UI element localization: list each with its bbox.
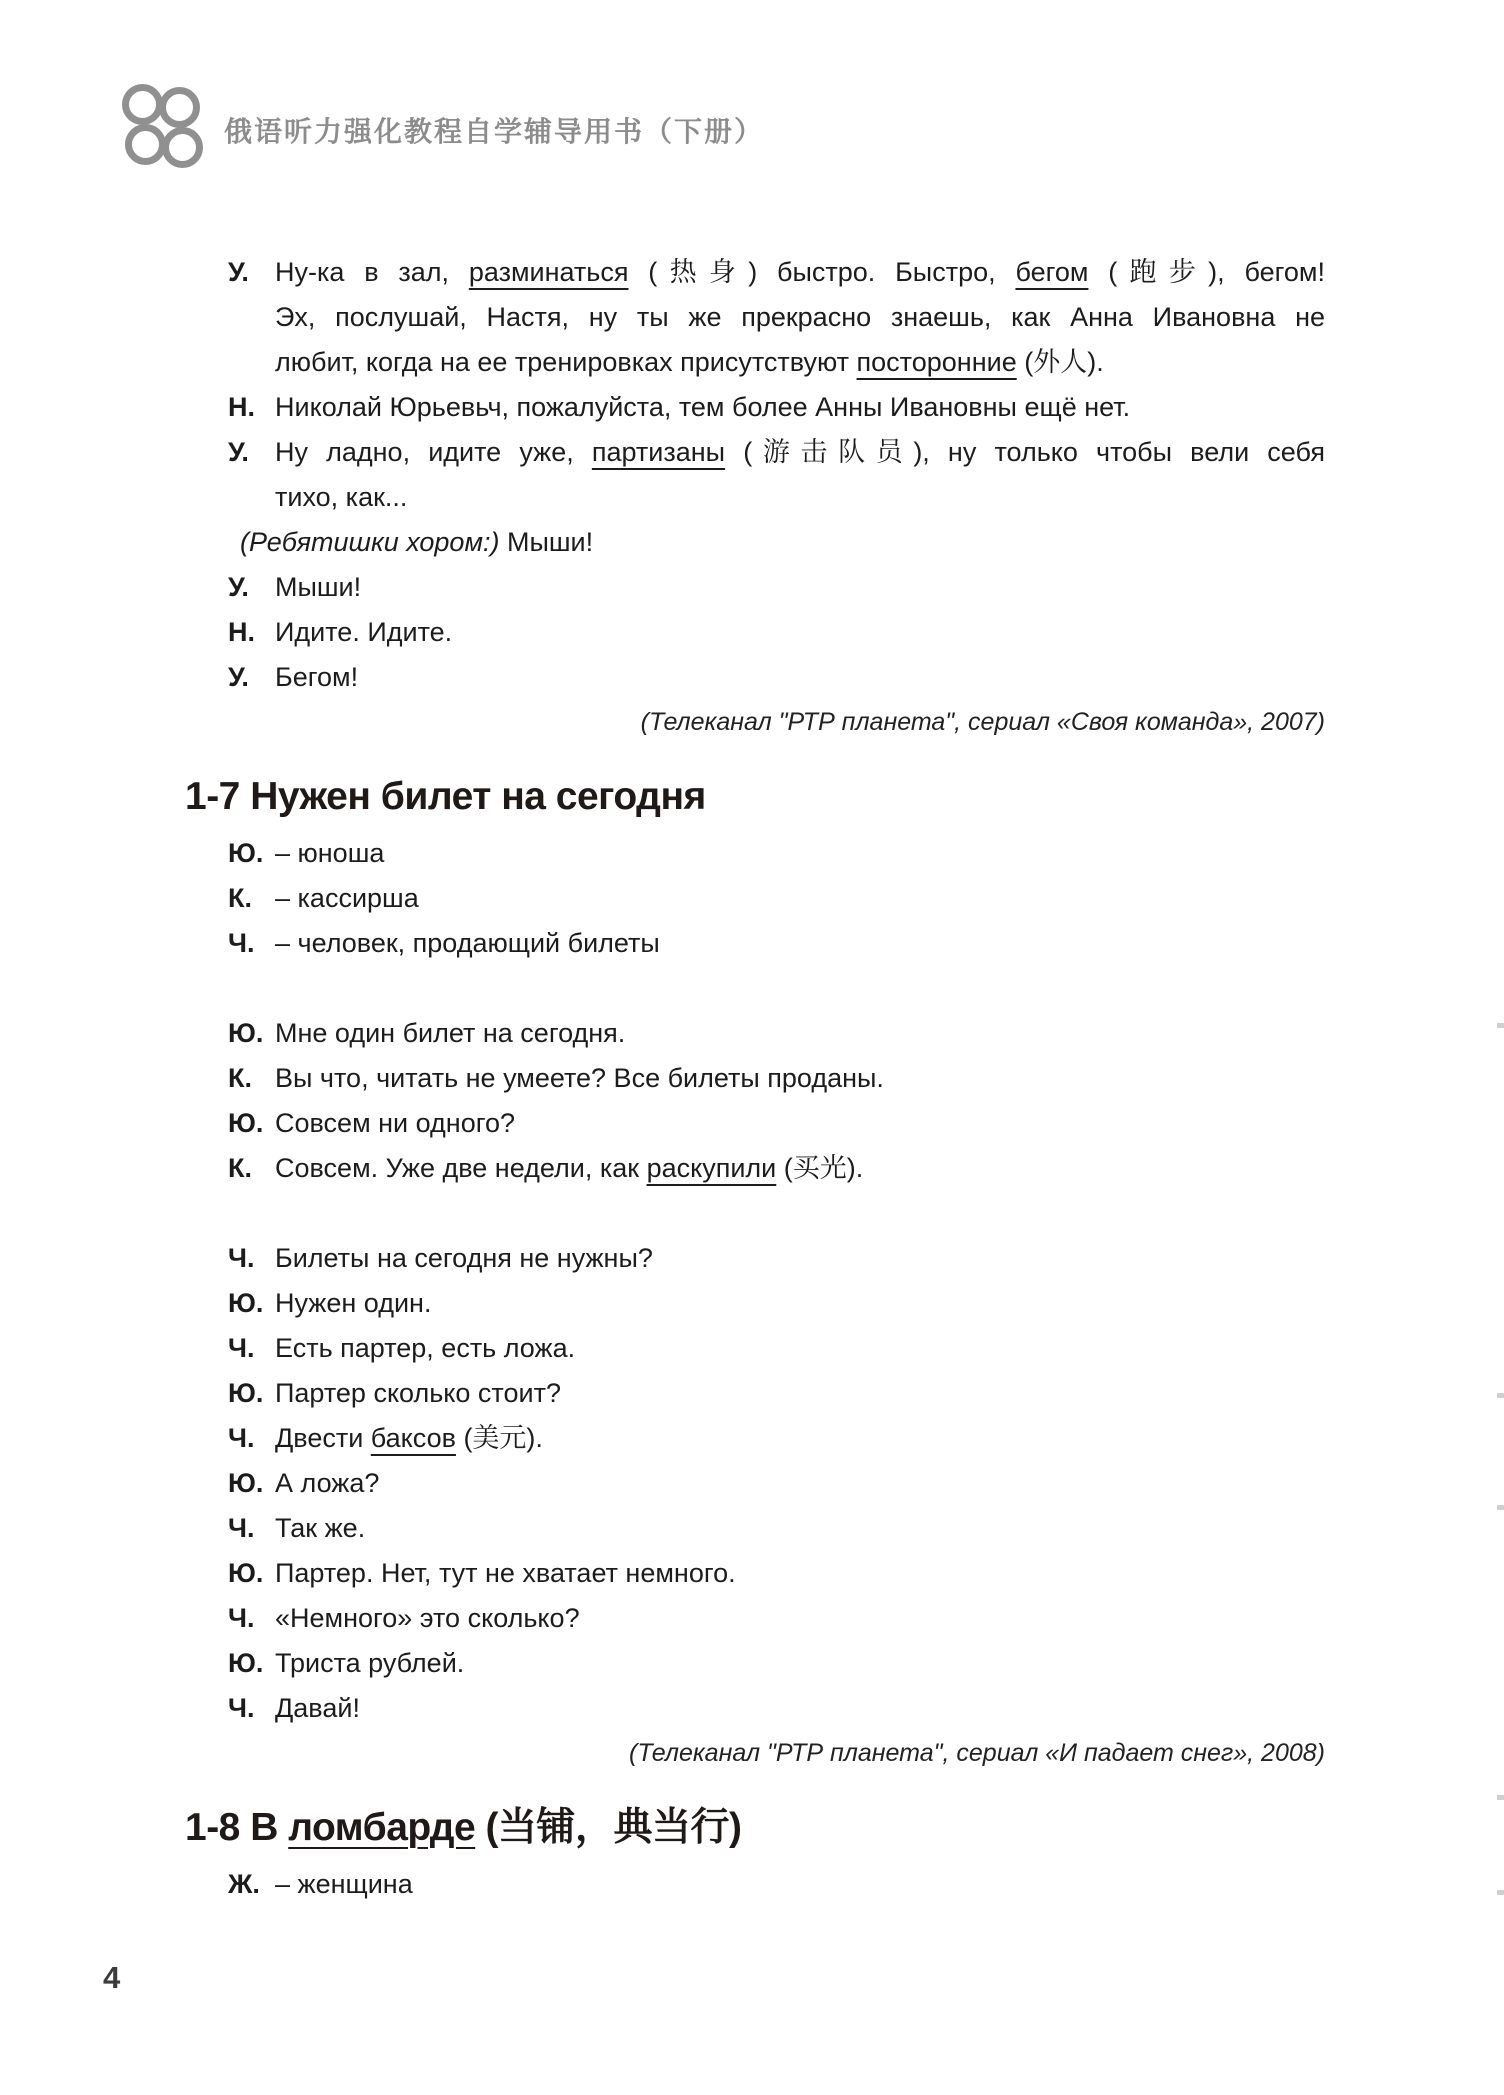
logo-ring-icon xyxy=(125,124,166,165)
text-run: Билеты на сегодня не нужны? xyxy=(275,1243,653,1273)
text-run: любит, когда на ее тренировках присутствуют xyxy=(275,347,857,377)
logo-ring-icon xyxy=(159,87,200,128)
speaker-label: Ю. xyxy=(228,1648,264,1678)
speaker-label: У. xyxy=(228,662,249,692)
dialogue-line xyxy=(275,655,1325,700)
dialogue-turn xyxy=(228,565,1325,610)
speaker-label: У. xyxy=(228,437,249,467)
dialogue-turn xyxy=(228,1236,1325,1281)
logo-ring-icon xyxy=(122,84,163,125)
dialogue-turn xyxy=(228,1641,1325,1686)
text-run: Мыши! xyxy=(499,527,594,557)
underlined-term: разминаться xyxy=(468,257,629,287)
text-run: Совсем ни одного? xyxy=(275,1108,516,1138)
dialogue-line xyxy=(275,1596,1325,1641)
dialogue-turn xyxy=(228,831,1325,876)
dialogue-turn xyxy=(228,1011,1325,1056)
section-heading xyxy=(185,1804,1504,1852)
text-run: Давай! xyxy=(275,1693,360,1723)
text-run: (买光). xyxy=(776,1153,864,1183)
blank-line-spacer xyxy=(0,966,1504,1011)
text-run: – женщина xyxy=(275,1869,413,1899)
text-run: (外人). xyxy=(1016,347,1104,377)
dialogue-line xyxy=(275,250,1325,295)
text-run: Идите. Идите. xyxy=(275,617,453,647)
dialogue-line xyxy=(275,831,1325,876)
speaker-label: Ю. xyxy=(228,1468,264,1498)
speaker-label: Ю. xyxy=(228,1288,264,1318)
speaker-label: Ч. xyxy=(228,1513,255,1543)
dialogue-turn xyxy=(228,1461,1325,1506)
text-run: Партер сколько стоит? xyxy=(275,1378,561,1408)
text-run: – человек, продающий билеты xyxy=(275,928,660,958)
dialogue-line xyxy=(275,1056,1325,1101)
text-run: (美元). xyxy=(455,1423,543,1453)
text-run: «Немного» это сколько? xyxy=(275,1603,580,1633)
dialogue-line xyxy=(275,1326,1325,1371)
underlined-term: посторонние xyxy=(856,347,1017,377)
underlined-term: бегом xyxy=(1015,257,1089,287)
running-head-book-title: 俄语听力强化教程自学辅导用书（下册） xyxy=(224,116,765,147)
dialogue-turn xyxy=(228,1686,1325,1731)
text-run: Ну ладно, идите уже, xyxy=(275,437,592,467)
dialogue-line xyxy=(275,1461,1325,1506)
text-run: (热身) быстро. Быстро, xyxy=(628,257,1016,287)
dialogue-line xyxy=(275,1862,1325,1907)
dialogue-line xyxy=(275,295,1325,340)
stage-direction-text: (Ребятишки хором:) xyxy=(240,527,500,557)
dialogue-turn xyxy=(228,1056,1325,1101)
underlined-term: ломбарде xyxy=(288,1806,476,1849)
text-run: Мыши! xyxy=(275,572,362,602)
text-run: А ложа? xyxy=(275,1468,380,1498)
text-run: – кассирша xyxy=(275,883,419,913)
dialogue-line xyxy=(275,1236,1325,1281)
dialogue-turn xyxy=(228,610,1325,655)
text-run: (游击队员), ну только чтобы вели себя xyxy=(725,437,1326,467)
dialogue-line xyxy=(275,1011,1325,1056)
scan-speck xyxy=(1497,1505,1504,1510)
dialogue-turn xyxy=(228,1146,1325,1191)
dialogue-turn xyxy=(228,1371,1325,1416)
text-run: – юноша xyxy=(275,838,385,868)
underlined-term: раскупили xyxy=(646,1153,777,1183)
text-run: Вы что, читать не умеете? Все билеты проданы. xyxy=(275,1063,884,1093)
dialogue-line xyxy=(275,1416,1325,1461)
scan-speck xyxy=(1497,1890,1504,1895)
page-content xyxy=(0,250,1504,1907)
page-number: 4 xyxy=(103,1960,121,1995)
text-run: Мне один билет на сегодня. xyxy=(275,1018,626,1048)
publisher-logo-icon xyxy=(122,84,206,172)
dialogue-line xyxy=(275,385,1325,430)
text-run: Бегом! xyxy=(275,662,359,692)
speaker-label: Н. xyxy=(228,392,255,422)
speaker-label: Ю. xyxy=(228,1018,264,1048)
scan-speck xyxy=(1497,1393,1504,1398)
text-run: (当铺，典当行) xyxy=(475,1806,742,1849)
logo-ring-icon xyxy=(162,127,203,168)
scan-speck xyxy=(1497,1023,1504,1028)
speaker-label: Ч. xyxy=(228,1333,255,1363)
dialogue-turn xyxy=(228,430,1325,520)
dialogue-turn xyxy=(228,1551,1325,1596)
dialogue-line xyxy=(275,565,1325,610)
dialogue-turn xyxy=(228,1326,1325,1371)
underlined-term: баксов xyxy=(370,1423,456,1453)
speaker-label: К. xyxy=(228,1153,252,1183)
dialogue-turn xyxy=(228,655,1325,700)
text-run: Николай Юрьевьч, пожалуйста, тем более Анны Ивановны ещё нет. xyxy=(275,392,1131,422)
dialogue-line xyxy=(275,430,1325,475)
dialogue-turn xyxy=(228,1596,1325,1641)
text-run: Совсем. Уже две недели, как xyxy=(275,1153,647,1183)
speaker-label: Ю. xyxy=(228,1108,264,1138)
dialogue-line xyxy=(275,1506,1325,1551)
source-attribution: (Телеканал "РТР планета", сериал «Своя команда», 2007) xyxy=(640,708,1325,736)
dialogue-turn xyxy=(228,250,1325,385)
speaker-label: Ж. xyxy=(228,1869,260,1899)
speaker-label: Н. xyxy=(228,617,255,647)
dialogue-turn xyxy=(228,385,1325,430)
dialogue-line xyxy=(275,876,1325,921)
dialogue-line xyxy=(275,1641,1325,1686)
speaker-label: Ю. xyxy=(228,1558,264,1588)
speaker-label: У. xyxy=(228,572,249,602)
speaker-label: Ч. xyxy=(228,1603,255,1633)
text-run: (跑步), бегом! xyxy=(1088,257,1325,287)
stage-direction-line xyxy=(240,520,1325,565)
dialogue-line xyxy=(275,1371,1325,1416)
blank-line-spacer xyxy=(0,1191,1504,1236)
text-run: Есть партер, есть ложа. xyxy=(275,1333,576,1363)
dialogue-turn xyxy=(228,1862,1325,1907)
speaker-label: Ю. xyxy=(228,1378,264,1408)
speaker-label: Ч. xyxy=(228,1423,255,1453)
dialogue-turn xyxy=(228,1416,1325,1461)
dialogue-turn xyxy=(228,921,1325,966)
dialogue-turn xyxy=(228,1281,1325,1326)
text-run: Двести xyxy=(275,1423,371,1453)
text-run: Партер. Нет, тут не хватает немного. xyxy=(275,1558,736,1588)
dialogue-line xyxy=(275,1146,1325,1191)
dialogue-line xyxy=(275,1281,1325,1326)
text-run: Эх, послушай, Настя, ну ты же прекрасно знаешь, как Анна Ивановна не xyxy=(275,302,1325,332)
speaker-label: У. xyxy=(228,257,249,287)
text-run: 1-7 Нужен билет на сегодня xyxy=(185,775,706,818)
text-run: тихо, как... xyxy=(275,482,408,512)
speaker-label: К. xyxy=(228,883,252,913)
dialogue-line xyxy=(275,1101,1325,1146)
dialogue-line xyxy=(275,475,1325,520)
text-run: Ну-ка в зал, xyxy=(275,257,469,287)
dialogue-line xyxy=(275,610,1325,655)
text-run: Нужен один. xyxy=(275,1288,432,1318)
dialogue-turn xyxy=(228,1101,1325,1146)
text-run: 1-8 В xyxy=(185,1806,289,1849)
dialogue-turn xyxy=(228,876,1325,921)
speaker-label: Ч. xyxy=(228,928,255,958)
dialogue-line xyxy=(275,1686,1325,1731)
dialogue-line xyxy=(275,340,1325,385)
dialogue-line xyxy=(275,921,1325,966)
source-attribution: (Телеканал "РТР планета", сериал «И падает снег», 2008) xyxy=(629,1739,1325,1767)
speaker-label: Ч. xyxy=(228,1243,255,1273)
section-heading xyxy=(185,773,1504,821)
speaker-label: Ю. xyxy=(228,838,264,868)
text-run: Триста рублей. xyxy=(275,1648,465,1678)
speaker-label: Ч. xyxy=(228,1693,255,1723)
underlined-term: партизаны xyxy=(591,437,726,467)
dialogue-turn xyxy=(228,1506,1325,1551)
speaker-label: К. xyxy=(228,1063,252,1093)
dialogue-line xyxy=(275,1551,1325,1596)
text-run: Так же. xyxy=(275,1513,366,1543)
scan-speck xyxy=(1497,1795,1504,1800)
